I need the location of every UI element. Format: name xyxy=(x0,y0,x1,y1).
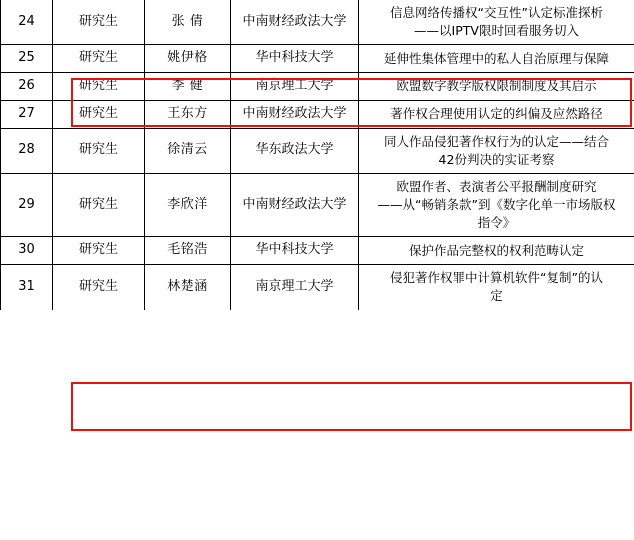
cell-school: 中南财经政法大学 xyxy=(231,174,359,237)
table-row xyxy=(1,237,634,265)
cell-index: 26 xyxy=(1,73,53,101)
cell-name: 张 倩 xyxy=(145,0,231,45)
cell-school: 中南财经政法大学 xyxy=(231,100,359,128)
title-line: 侵犯著作权罪中计算机软件“复制”的认 xyxy=(390,270,603,286)
title-line: 著作权合理使用认定的纠偏及应然路径 xyxy=(390,106,603,122)
cell-degree: 研究生 xyxy=(53,174,145,237)
cell-title xyxy=(359,128,634,173)
cell-school: 中南财经政法大学 xyxy=(231,0,359,45)
table-row xyxy=(1,265,634,310)
cell-name: 李 健 xyxy=(145,73,231,101)
cell-name: 王东方 xyxy=(145,100,231,128)
cell-name: 姚伊格 xyxy=(145,45,231,73)
cell-school: 华中科技大学 xyxy=(231,237,359,265)
table-row xyxy=(1,73,634,101)
cell-degree: 研究生 xyxy=(53,73,145,101)
cell-index: 31 xyxy=(1,265,53,310)
cell-title xyxy=(359,237,634,265)
title-line: 信息网络传播权“交互性”认定标准探析 xyxy=(390,5,603,20)
title-line: 欧盟数字教学版权限制制度及其启示 xyxy=(396,78,597,94)
table-row xyxy=(1,0,634,45)
cell-title xyxy=(359,265,634,310)
cell-school: 华中科技大学 xyxy=(231,45,359,73)
cell-index: 27 xyxy=(1,100,53,128)
cell-school: 南京理工大学 xyxy=(231,73,359,101)
cell-degree: 研究生 xyxy=(53,45,145,73)
table-row xyxy=(1,174,634,237)
highlight-box-row-30 xyxy=(71,382,632,431)
cell-name: 徐清云 xyxy=(145,128,231,173)
cell-school: 华东政法大学 xyxy=(231,128,359,173)
table-row xyxy=(1,100,634,128)
cell-title xyxy=(359,45,634,73)
cell-index: 28 xyxy=(1,128,53,173)
cell-degree: 研究生 xyxy=(53,237,145,265)
cell-index: 25 xyxy=(1,45,53,73)
cell-index: 29 xyxy=(1,174,53,237)
title-line: ——从“畅销条款”到《数字化单一市场版权 xyxy=(377,197,616,213)
cell-degree: 研究生 xyxy=(53,0,145,45)
cell-name: 林楚涵 xyxy=(145,265,231,310)
title-line: 定 xyxy=(490,288,503,304)
cell-degree: 研究生 xyxy=(53,265,145,310)
title-line: 延伸性集体管理中的私人自治原理与保障 xyxy=(383,50,609,66)
title-line: 保护作品完整权的权利范畴认定 xyxy=(408,242,584,258)
table-body xyxy=(1,0,634,310)
cell-title xyxy=(359,0,634,45)
table-row xyxy=(1,45,634,73)
title-line: 指令》 xyxy=(477,215,516,231)
cell-index: 30 xyxy=(1,237,53,265)
title-line: ——以IPTV限时回看服务切入 xyxy=(414,23,579,39)
title-line: 欧盟作者、表演者公平报酬制度研究 xyxy=(396,179,597,195)
cell-title xyxy=(359,100,634,128)
cell-school: 南京理工大学 xyxy=(231,265,359,310)
table-row xyxy=(1,128,634,173)
cell-degree: 研究生 xyxy=(53,100,145,128)
cell-name: 毛铭浩 xyxy=(145,237,231,265)
cell-degree: 研究生 xyxy=(53,128,145,173)
title-line: 42份判决的实证考察 xyxy=(438,151,555,167)
cell-title xyxy=(359,174,634,237)
title-line: 同人作品侵犯著作权行为的认定——结合 xyxy=(383,133,609,149)
cell-title xyxy=(359,73,634,101)
cell-index: 24 xyxy=(1,0,53,45)
cell-name: 李欣洋 xyxy=(145,174,231,237)
